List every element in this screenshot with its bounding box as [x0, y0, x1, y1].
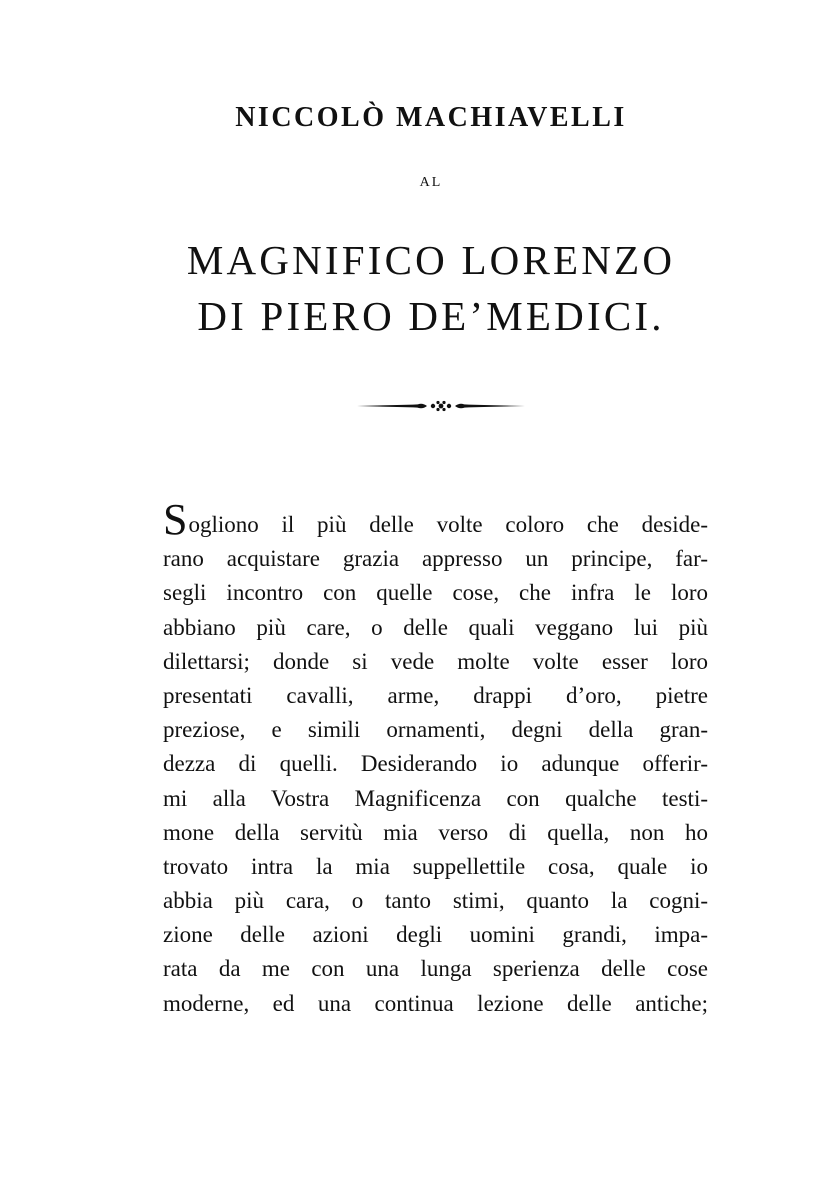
text-line: rano acquistare grazia appresso un principe, far-	[163, 546, 708, 572]
initial-letter: S	[163, 495, 188, 544]
text-line: moderne, ed una continua lezione delle antiche;	[163, 990, 708, 1016]
dedication-preposition: AL	[419, 175, 443, 190]
ornamental-rule-icon	[355, 396, 527, 416]
recipient-line-1: MAGNIFICO LORENZO	[186, 237, 676, 283]
text-line: preziose, e simili ornamenti, degni della gran-	[163, 717, 708, 743]
text-line: abbia più cara, o tanto stimi, quanto la cogni-	[163, 888, 708, 914]
text-line: rata da me con una lunga sperienza delle cose	[163, 956, 708, 982]
text-line: zione delle azioni degli uomini grandi, impa-	[163, 922, 708, 948]
text-line: abbiano più care, o delle quali veggano lui più	[163, 614, 708, 640]
text-line: segli incontro con quelle cose, che infra le loro	[163, 580, 708, 606]
text-line: dezza di quelli. Desiderando io adunque offerir-	[163, 751, 708, 777]
first-line-text: ogliono il più delle volte coloro che deside-	[188, 512, 708, 537]
text-line: presentati cavalli, arme, drappi d’oro, pietre	[163, 682, 708, 708]
text-line	[163, 495, 708, 544]
recipient-line-2: DI PIERO DE’MEDICI.	[197, 293, 665, 339]
text-line: mi alla Vostra Magnificenza con qualche testi-	[163, 785, 708, 811]
author-heading: NICCOLÒ MACHIAVELLI	[235, 102, 627, 133]
text-line: mone della servitù mia verso di quella, non ho	[163, 819, 708, 845]
recipient-heading	[0, 232, 840, 344]
dedication-paragraph	[163, 495, 708, 1021]
text-line: trovato intra la mia suppellettile cosa, quale io	[163, 853, 708, 879]
text-line: dilettarsi; donde si vede molte volte esser loro	[163, 648, 708, 674]
